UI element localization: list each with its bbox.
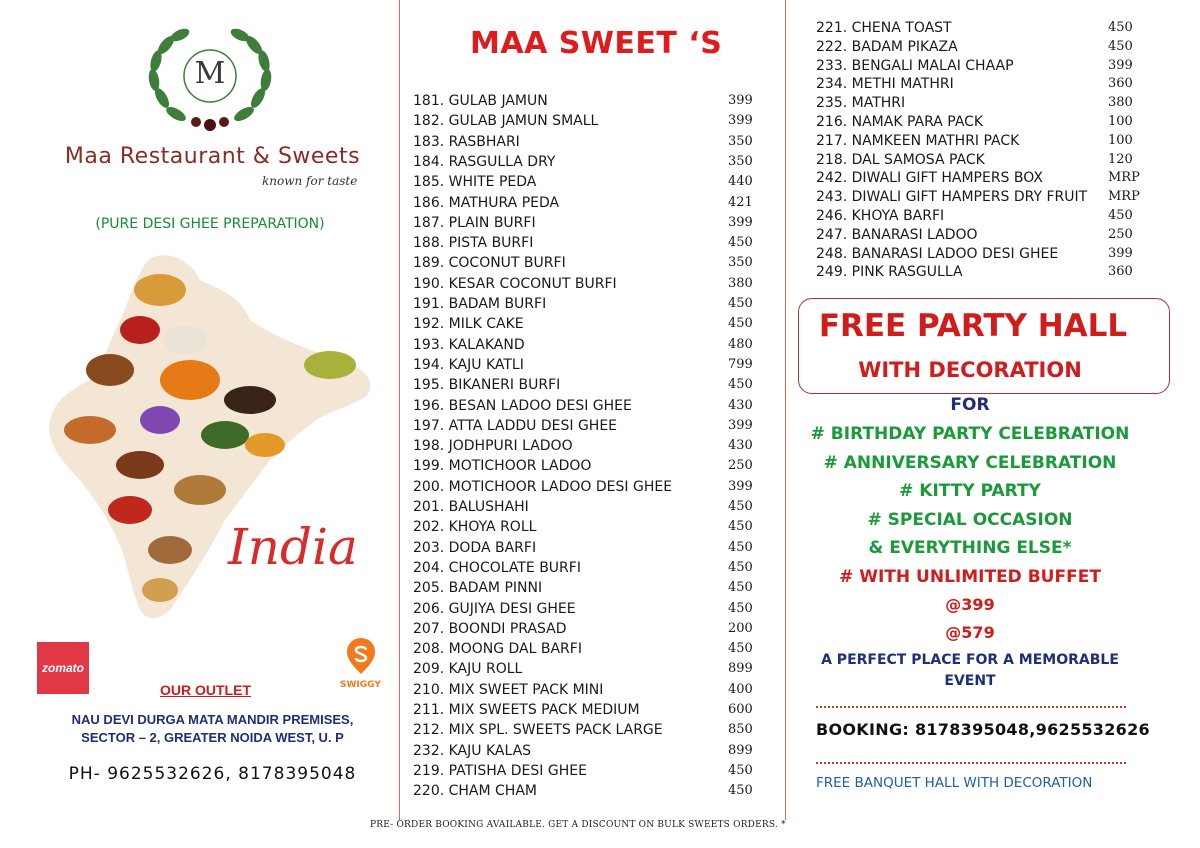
event-item: # KITTY PARTY [899, 481, 1041, 502]
menu-item-name: 217. NAMKEEN MATHRI PACK [816, 132, 1020, 149]
menu-item-price: 100 [1108, 132, 1133, 148]
menu-item-name: 205. BADAM PINNI [413, 580, 543, 597]
menu-item-name: 210. MIX SWEET PACK MINI [413, 681, 604, 698]
menu-item-price: 450 [728, 235, 753, 251]
tagline: known for taste [262, 174, 358, 188]
menu-item-price: 450 [728, 377, 753, 393]
menu-item-name: 209. KAJU ROLL [413, 661, 523, 678]
phone-numbers: PH- 9625532626, 8178395048 [68, 764, 357, 784]
swiggy-icon[interactable] [345, 636, 377, 676]
menu-item-name: 200. MOTICHOOR LADOO DESI GHEE [413, 478, 673, 495]
menu-item-name: 235. MATHRI [816, 95, 906, 112]
menu-item-name: 190. KESAR COCONUT BURFI [413, 275, 617, 292]
menu-item-name: 181. GULAB JAMUN [413, 93, 548, 109]
menu-item-price: 399 [728, 214, 753, 230]
menu-item-name: 188. PISTA BURFI [413, 235, 534, 252]
menu-item-name: 207. BOONDI PRASAD [413, 620, 567, 637]
menu-item-name: 212. MIX SPL. SWEETS PACK LARGE [413, 722, 663, 739]
divider-right [785, 0, 786, 820]
menu-item-name: 184. RASGULLA DRY [413, 153, 556, 170]
menu-item-price: MRP [1108, 189, 1140, 205]
menu-item-price: 399 [1108, 57, 1133, 73]
menu-item-name: 247. BANARASI LADOO [816, 226, 978, 243]
menu-item-name: 199. MOTICHOOR LADOO [413, 458, 592, 475]
menu-item-name: 204. CHOCOLATE BURFI [413, 559, 581, 576]
menu-item-price: 399 [728, 478, 753, 494]
menu-item-price: 120 [1108, 151, 1133, 167]
menu-item-price: 440 [728, 174, 753, 190]
menu-item-name: 189. COCONUT BURFI [413, 255, 566, 272]
menu-item-price: MRP [1108, 170, 1140, 186]
menu-item-name: 192. MILK CAKE [413, 316, 524, 333]
menu-item-price: 450 [728, 559, 753, 575]
logo-letter: M [194, 56, 226, 91]
perfect-line-2: EVENT [944, 673, 996, 689]
party-subtitle: WITH DECORATION [858, 358, 1082, 382]
ghee-note: (PURE DESI GHEE PREPARATION) [95, 216, 325, 232]
booking-numbers: BOOKING: 8178395048,9625532626 [816, 720, 1150, 739]
menu-item-name: 211. MIX SWEETS PACK MEDIUM [413, 702, 640, 718]
menu-item-price: 430 [728, 438, 753, 454]
menu-item-name: 249. PINK RASGULLA [816, 264, 963, 281]
menu-item-name: 198. JODHPURI LADOO [413, 438, 573, 455]
left-panel [0, 0, 398, 848]
menu-item-price: 450 [728, 580, 753, 596]
dotted-divider-1 [816, 706, 1126, 708]
zomato-logo[interactable] [37, 642, 89, 694]
menu-item-name: 221. CHENA TOAST [816, 20, 952, 36]
menu-item-name: 208. MOONG DAL BARFI [413, 641, 582, 658]
buffet-price-1: @399 [945, 595, 995, 614]
menu-item-name: 220. CHAM CHAM [413, 783, 537, 800]
dotted-divider-2 [816, 762, 1126, 764]
menu-item-name: 233. BENGALI MALAI CHAAP [816, 57, 1014, 74]
menu-item-name: 196. BESAN LADOO DESI GHEE [413, 397, 632, 414]
menu-item-name: 193. KALAKAND [413, 336, 525, 353]
event-item: # WITH UNLIMITED BUFFET [839, 567, 1101, 587]
menu-item-price: 600 [728, 702, 753, 717]
menu-item-price: 450 [1108, 20, 1133, 35]
menu-item-name: 216. NAMAK PARA PACK [816, 114, 984, 130]
menu-item-name: 219. PATISHA DESI GHEE [413, 762, 587, 779]
banquet-note: FREE BANQUET HALL WITH DECORATION [816, 775, 1093, 791]
menu-title: MAA SWEET ‘S [470, 26, 723, 61]
menu-item-name: 197. ATTA LADDU DESI GHEE [413, 417, 618, 434]
menu-item-price: 480 [728, 336, 753, 352]
menu-item-price: 360 [1108, 76, 1133, 92]
swiggy-label: SWIGGY [340, 680, 381, 690]
event-item: # SPECIAL OCCASION [867, 509, 1073, 530]
menu-item-price: 430 [728, 397, 753, 413]
menu-item-price: 350 [728, 133, 753, 149]
menu-item-price: 450 [1108, 38, 1133, 54]
menu-item-name: 201. BALUSHAHI [413, 499, 529, 515]
menu-item-price: 380 [728, 275, 753, 291]
party-title: FREE PARTY HALL [818, 308, 1128, 344]
menu-item-price: 380 [1108, 95, 1133, 111]
address-line-2: SECTOR – 2, GREATER NOIDA WEST, U. P [81, 730, 344, 745]
menu-item-name: 191. BADAM BURFI [413, 296, 547, 312]
menu-item-name: 243. DIWALI GIFT HAMPERS DRY FRUIT [816, 189, 1088, 206]
for-label: FOR [950, 395, 990, 415]
event-item: # BIRTHDAY PARTY CELEBRATION [810, 424, 1130, 444]
menu-item-price: 450 [728, 519, 753, 535]
event-item: # ANNIVERSARY CELEBRATION [823, 452, 1117, 473]
menu-item-name: 195. BIKANERI BURFI [413, 377, 561, 394]
menu-item-price: 799 [728, 356, 753, 372]
menu-item-name: 218. DAL SAMOSA PACK [816, 151, 985, 168]
menu-item-name: 242. DIWALI GIFT HAMPERS BOX [816, 170, 1043, 187]
menu-item-price: 450 [728, 316, 753, 332]
menu-item-name: 186. MATHURA PEDA [413, 194, 560, 211]
menu-item-price: 350 [728, 153, 753, 169]
perfect-place-text [798, 650, 1142, 692]
menu-item-name: 203. DODA BARFI [413, 539, 537, 556]
menu-item-name: 246. KHOYA BARFI [816, 208, 945, 224]
menu-item-price: 250 [728, 458, 753, 474]
menu-item-price: 250 [1108, 226, 1133, 242]
event-item: & EVERYTHING ELSE* [868, 538, 1072, 559]
menu-item-price: 421 [728, 194, 753, 210]
menu-item-price: 450 [728, 499, 753, 514]
menu-item-name: 187. PLAIN BURFI [413, 214, 536, 231]
menu-item-name: 202. KHOYA ROLL [413, 519, 537, 536]
zomato-label: zomato [42, 661, 84, 675]
footer-note: PRE- ORDER BOOKING AVAILABLE. GET A DISCOUNT ON BULK SWEETS ORDERS. * [370, 820, 786, 830]
india-title: India [228, 518, 358, 576]
menu-item-price: 450 [1108, 208, 1133, 223]
menu-item-name: 232. KAJU KALAS [413, 742, 532, 759]
perfect-line-1: A PERFECT PLACE FOR A MEMORABLE [821, 652, 1119, 668]
brand-name: Maa Restaurant & Sweets [64, 144, 361, 169]
menu-item-price: 360 [1108, 264, 1133, 280]
menu-item-price: 400 [728, 681, 753, 697]
buffet-price-2: @579 [945, 623, 995, 642]
menu-item-name: 206. GUJIYA DESI GHEE [413, 600, 576, 617]
menu-item-price: 100 [1108, 114, 1133, 129]
menu-item-name: 183. RASBHARI [413, 133, 520, 150]
menu-item-name: 234. METHI MATHRI [816, 76, 954, 93]
menu-item-price: 899 [728, 742, 753, 758]
menu-item-price: 450 [728, 641, 753, 657]
menu-item-name: 222. BADAM PIKAZA [816, 38, 958, 55]
menu-item-price: 350 [728, 255, 753, 271]
menu-item-name: 194. KAJU KATLI [413, 356, 524, 373]
menu-item-price: 450 [728, 539, 753, 555]
address-line-1: NAU DEVI DURGA MATA MANDIR PREMISES, [71, 712, 354, 727]
menu-item-price: 850 [728, 722, 753, 738]
menu-item-price: 450 [728, 296, 753, 311]
menu-item-name: 248. BANARASI LADOO DESI GHEE [816, 245, 1059, 262]
menu-item-name: 182. GULAB JAMUN SMALL [413, 113, 599, 130]
menu-item-price: 399 [728, 417, 753, 433]
outlet-heading: OUR OUTLET [160, 682, 251, 698]
menu-item-price: 399 [1108, 245, 1133, 261]
menu-item-price: 399 [728, 93, 753, 108]
menu-item-price: 450 [728, 783, 753, 799]
menu-item-name: 185. WHITE PEDA [413, 174, 537, 191]
divider-left [399, 0, 400, 820]
menu-item-price: 899 [728, 661, 753, 677]
menu-item-price: 399 [728, 113, 753, 129]
menu-item-price: 450 [728, 600, 753, 616]
menu-item-price: 450 [728, 762, 753, 778]
menu-item-price: 200 [728, 620, 753, 636]
